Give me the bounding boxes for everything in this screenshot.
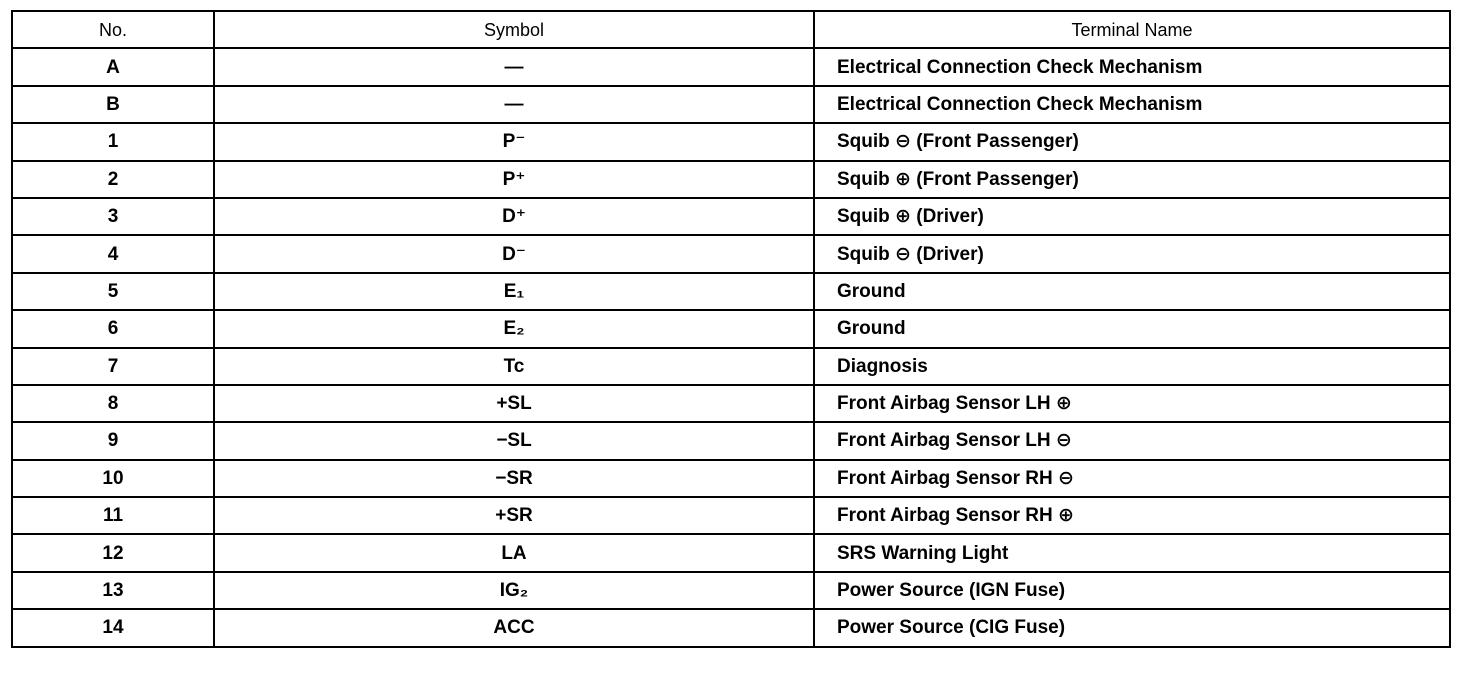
table-row (12, 348, 1450, 385)
header-row (12, 11, 1450, 48)
cell-no: 3 (12, 198, 214, 235)
cell-no: 1 (12, 123, 214, 160)
cell-no: 12 (12, 534, 214, 571)
cell-no: 10 (12, 460, 214, 497)
cell-symbol: — (214, 86, 814, 123)
table-row (12, 534, 1450, 571)
header-no: No. (12, 11, 214, 48)
cell-no: 14 (12, 609, 214, 646)
cell-terminal-name: Squib ⊕ (Driver) (814, 198, 1450, 235)
cell-symbol: E₂ (214, 310, 814, 347)
cell-terminal-name: Ground (814, 273, 1450, 310)
cell-terminal-name: Power Source (IGN Fuse) (814, 572, 1450, 609)
cell-symbol: Tc (214, 348, 814, 385)
cell-no: 13 (12, 572, 214, 609)
cell-no: 9 (12, 422, 214, 459)
table-row (12, 273, 1450, 310)
cell-no: 6 (12, 310, 214, 347)
cell-terminal-name: Squib ⊖ (Driver) (814, 235, 1450, 272)
cell-terminal-name: Front Airbag Sensor RH ⊕ (814, 497, 1450, 534)
cell-symbol: D⁻ (214, 235, 814, 272)
cell-no: 2 (12, 161, 214, 198)
cell-terminal-name: Squib ⊕ (Front Passenger) (814, 161, 1450, 198)
cell-symbol: E₁ (214, 273, 814, 310)
table-row (12, 198, 1450, 235)
cell-symbol: LA (214, 534, 814, 571)
table-row (12, 385, 1450, 422)
cell-symbol: — (214, 48, 814, 85)
cell-no: A (12, 48, 214, 85)
cell-symbol: P⁺ (214, 161, 814, 198)
cell-symbol: P⁻ (214, 123, 814, 160)
cell-terminal-name: Diagnosis (814, 348, 1450, 385)
table-row (12, 460, 1450, 497)
cell-no: 11 (12, 497, 214, 534)
cell-terminal-name: Electrical Connection Check Mechanism (814, 86, 1450, 123)
cell-no: B (12, 86, 214, 123)
cell-terminal-name: Squib ⊖ (Front Passenger) (814, 123, 1450, 160)
cell-symbol: −SL (214, 422, 814, 459)
table-row (12, 161, 1450, 198)
cell-no: 5 (12, 273, 214, 310)
table-row (12, 86, 1450, 123)
table-row (12, 497, 1450, 534)
table-row (12, 422, 1450, 459)
cell-no: 4 (12, 235, 214, 272)
cell-terminal-name: Power Source (CIG Fuse) (814, 609, 1450, 646)
cell-symbol: IG₂ (214, 572, 814, 609)
table-row (12, 123, 1450, 160)
header-symbol: Symbol (214, 11, 814, 48)
cell-symbol: ACC (214, 609, 814, 646)
table-header (12, 11, 1450, 48)
cell-symbol: +SL (214, 385, 814, 422)
table-row (12, 609, 1450, 646)
cell-no: 7 (12, 348, 214, 385)
table-body (12, 48, 1450, 646)
header-terminal-name: Terminal Name (814, 11, 1450, 48)
cell-symbol: +SR (214, 497, 814, 534)
cell-terminal-name: Front Airbag Sensor RH ⊖ (814, 460, 1450, 497)
cell-terminal-name: Front Airbag Sensor LH ⊕ (814, 385, 1450, 422)
table-row (12, 310, 1450, 347)
cell-terminal-name: Front Airbag Sensor LH ⊖ (814, 422, 1450, 459)
table-row (12, 48, 1450, 85)
cell-no: 8 (12, 385, 214, 422)
cell-symbol: −SR (214, 460, 814, 497)
cell-terminal-name: Electrical Connection Check Mechanism (814, 48, 1450, 85)
cell-terminal-name: SRS Warning Light (814, 534, 1450, 571)
cell-symbol: D⁺ (214, 198, 814, 235)
table-row (12, 235, 1450, 272)
terminal-table (11, 10, 1451, 648)
table-row (12, 572, 1450, 609)
cell-terminal-name: Ground (814, 310, 1450, 347)
